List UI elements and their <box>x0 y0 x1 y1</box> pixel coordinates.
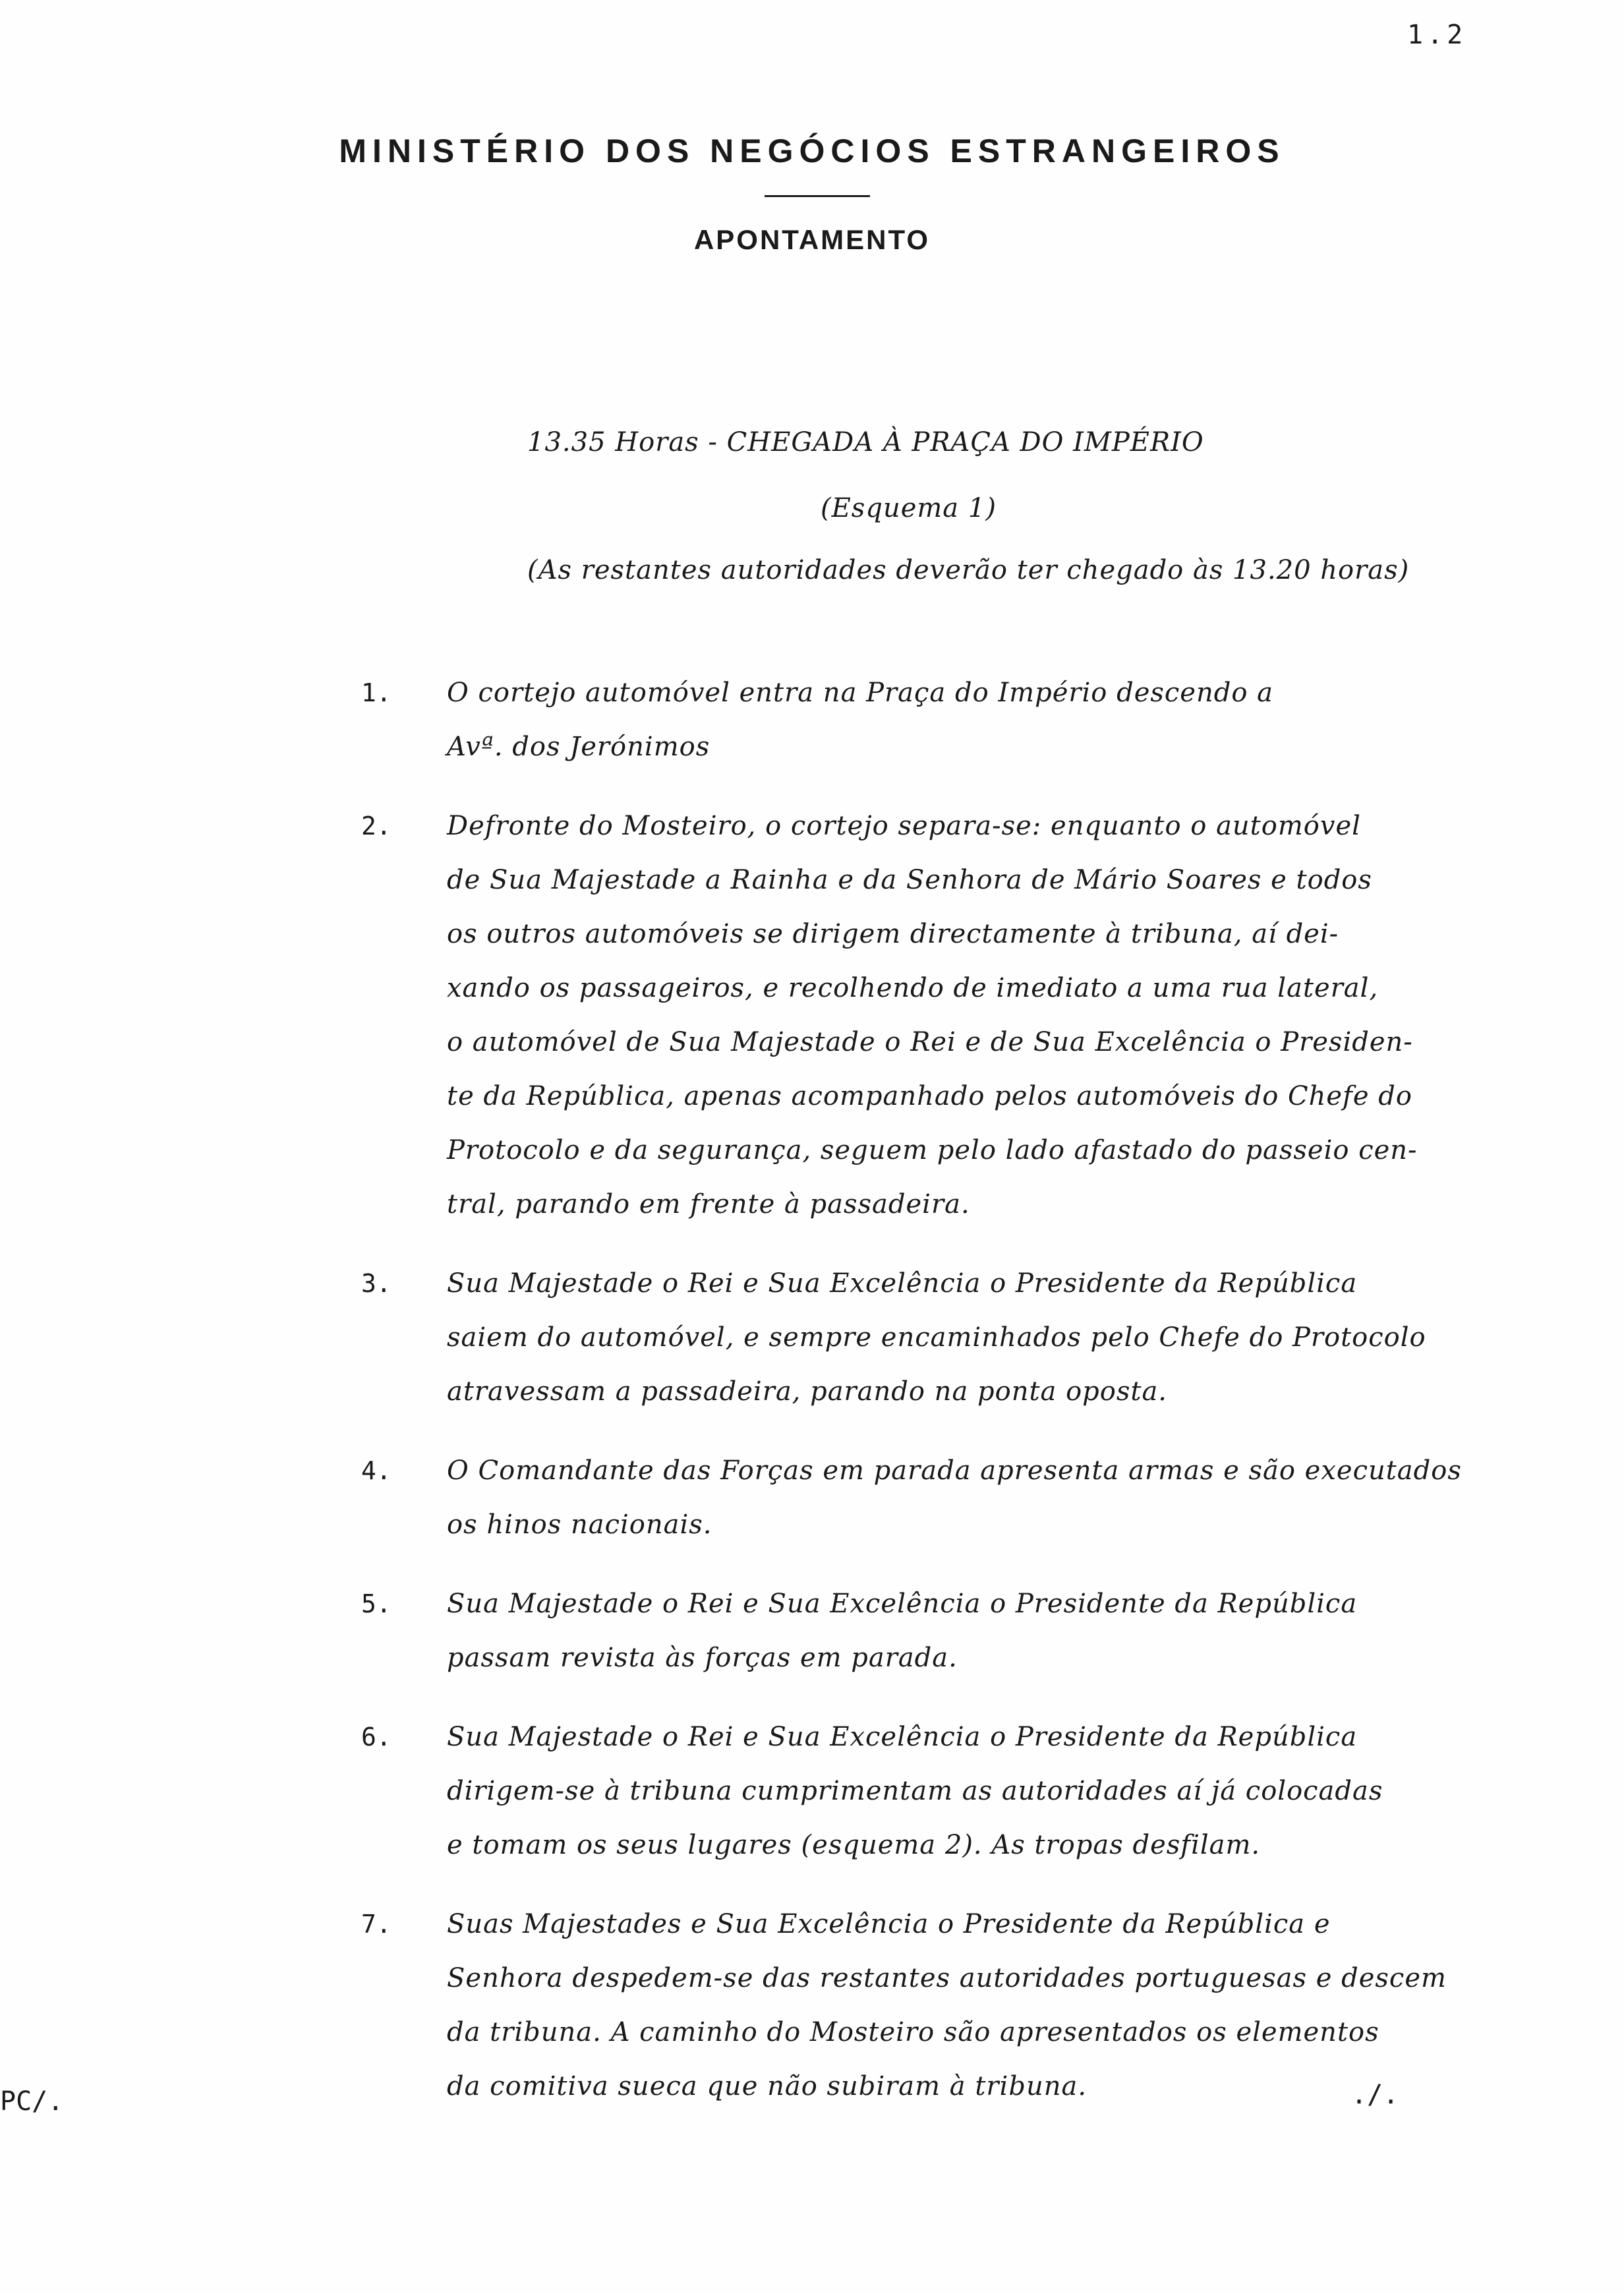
list-item-number: 1. <box>361 678 392 707</box>
list-item-number: 3. <box>361 1269 392 1298</box>
list-item-number: 4. <box>361 1456 392 1485</box>
list-item <box>361 1444 1548 1552</box>
text-line: Suas Majestades e Sua Excelência o Presidente da República e <box>447 1909 1331 1939</box>
text-line: de Sua Majestade a Rainha e da Senhora de Mário Soares e todos <box>447 865 1372 895</box>
list-item <box>361 666 1548 774</box>
text-line: Avª. dos Jerónimos <box>447 732 710 762</box>
text-line: da tribuna. A caminho do Mosteiro são apresentados os elementos <box>447 2017 1379 2047</box>
text-line: dirigem-se à tribuna cumprimentam as autoridades aí já colocadas <box>447 1776 1383 1806</box>
list-item-text <box>447 1256 1426 1419</box>
arrival-note: (As restantes autoridades deverão ter chegado às 13.20 horas) <box>527 555 1410 585</box>
time-header: 13.35 Horas - CHEGADA À PRAÇA DO IMPÉRIO <box>527 427 1204 457</box>
schema-reference: (Esquema 1) <box>821 493 997 523</box>
list-item-text <box>447 1444 1462 1552</box>
text-line: e tomam os seus lugares (esquema 2). As tropas desfilam. <box>447 1830 1261 1860</box>
page-number: 1.2 <box>1407 20 1467 50</box>
text-line: os outros automóveis se dirigem directamente à tribuna, aí dei- <box>447 919 1339 949</box>
list-item-text <box>447 666 1273 774</box>
list-item-text <box>447 1897 1447 2113</box>
ministry-heading: MINISTÉRIO DOS NEGÓCIOS ESTRANGEIROS <box>339 132 1285 169</box>
list-item-number: 2. <box>361 811 392 840</box>
list-item <box>361 799 1548 1231</box>
list-item <box>361 1710 1548 1872</box>
text-line: Sua Majestade o Rei e Sua Excelência o Presidente da República <box>447 1722 1358 1752</box>
list-item <box>361 1256 1548 1419</box>
text-line: saiem do automóvel, e sempre encaminhados pelo Chefe do Protocolo <box>447 1322 1426 1353</box>
list-item-text <box>447 1710 1383 1872</box>
text-line: da comitiva sueca que não subiram à tribuna. <box>447 2071 1088 2102</box>
text-line: o automóvel de Sua Majestade o Rei e de Sua Excelência o Presiden- <box>447 1027 1413 1057</box>
text-line: Sua Majestade o Rei e Sua Excelência o Presidente da República <box>447 1268 1358 1299</box>
text-line: O Comandante das Forças em parada apresenta armas e são executados <box>447 1456 1462 1486</box>
list-item-text <box>447 799 1418 1231</box>
list-item-text <box>447 1577 1357 1685</box>
text-line: Senhora despedem-se das restantes autoridades portuguesas e descem <box>447 1963 1447 1993</box>
text-line: Defronte do Mosteiro, o cortejo separa-se: enquanto o automóvel <box>447 811 1361 841</box>
text-line: os hinos nacionais. <box>447 1510 712 1540</box>
text-line: te da República, apenas acompanhado pelos automóveis do Chefe do <box>447 1081 1412 1111</box>
list-item-number: 6. <box>361 1722 392 1751</box>
text-line: O cortejo automóvel entra na Praça do Império descendo a <box>447 678 1273 708</box>
heading-rule <box>765 195 870 197</box>
document-subtitle: APONTAMENTO <box>693 224 931 255</box>
text-line: Protocolo e da segurança, seguem pelo lado afastado do passeio cen- <box>447 1135 1418 1165</box>
footer-initials: PC/. <box>0 2086 64 2117</box>
list-item <box>361 1577 1548 1685</box>
continuation-mark: ./. <box>1351 2080 1399 2110</box>
text-line: tral, parando em frente à passadeira. <box>447 1189 970 1220</box>
text-line: xando os passageiros, e recolhendo de imediato a uma rua lateral, <box>447 973 1379 1003</box>
text-line: atravessam a passadeira, parando na ponta oposta. <box>447 1376 1168 1407</box>
list-item-number: 7. <box>361 1910 392 1939</box>
text-line: passam revista às forças em parada. <box>447 1643 958 1673</box>
list-item-number: 5. <box>361 1589 392 1618</box>
numbered-list <box>361 666 1548 2138</box>
text-line: Sua Majestade o Rei e Sua Excelência o Presidente da República <box>447 1589 1358 1619</box>
